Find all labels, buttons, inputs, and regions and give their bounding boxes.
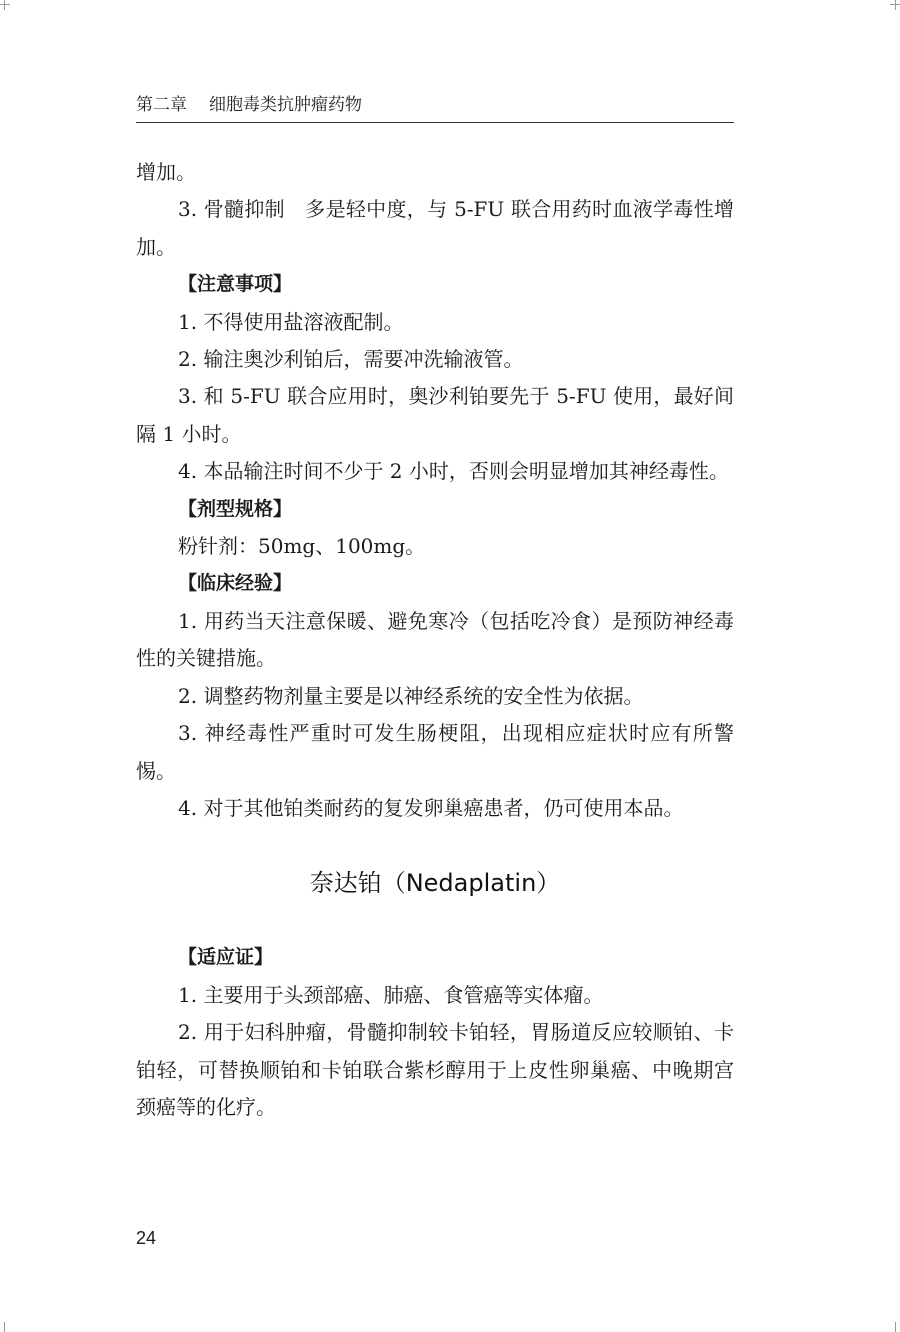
crop-mark-bottom-left <box>4 1322 5 1332</box>
crop-mark-top-right <box>895 0 896 10</box>
crop-mark-bottom-right <box>895 1322 896 1332</box>
indication-item: 1. 主要用于头颈部癌、肺癌、食管癌等实体瘤。 <box>178 982 604 1007</box>
chapter-title: 细胞毒类抗肿瘤药物 <box>209 95 362 115</box>
section-heading-precautions: 【注意事项】 <box>178 273 293 296</box>
clinical-item: 2. 调整药物剂量主要是以神经系统的安全性为依据。 <box>178 683 644 708</box>
drug-title: 奈达铂（Nedaplatin） <box>309 869 561 898</box>
precaution-item: 1. 不得使用盐溶液配制。 <box>178 309 404 334</box>
indication-item: 2. 用于妇科肿瘤，骨髓抑制较卡铂轻，胃肠道反应较顺铂、卡铂轻，可替换顺铂和卡铂联合紫杉醇用于上皮性卵巢癌、中晚期宫颈癌等的化疗。 <box>136 1020 734 1119</box>
clinical-item: 3. 神经毒性严重时可发生肠梗阻，出现相应症状时应有所警惕。 <box>136 721 734 783</box>
precaution-item: 4. 本品输注时间不少于 2 小时，否则会明显增加其神经毒性。 <box>178 459 729 484</box>
precaution-item: 2. 输注奥沙利铂后，需要冲洗输液管。 <box>178 347 524 372</box>
section-heading-indications: 【适应证】 <box>178 946 274 969</box>
clinical-item: 4. 对于其他铂类耐药的复发卵巢癌患者，仍可使用本品。 <box>178 795 684 820</box>
running-header <box>136 92 734 123</box>
crop-mark-top-right-h <box>890 4 900 5</box>
precaution-item: 3. 和 5-FU 联合应用时，奥沙利铂要先于 5-FU 使用，最好间隔 1 小时。 <box>136 384 734 446</box>
dosage-form-text: 粉针剂：50mg、100mg。 <box>178 534 426 559</box>
section-heading-dosage-form: 【剂型规格】 <box>178 497 293 520</box>
clinical-item: 1. 用药当天注意保暖、避免寒冷（包括吃冷食）是预防神经毒性的关键措施。 <box>136 608 734 671</box>
page-body <box>136 154 734 1126</box>
paragraph-continued: 增加。 <box>136 160 196 184</box>
crop-mark-top-left <box>4 0 5 10</box>
chapter-number: 第二章 <box>136 95 187 115</box>
section-heading-clinical: 【临床经验】 <box>178 572 293 595</box>
page-number: 24 <box>136 1228 157 1248</box>
paragraph-bone-marrow: 3. 骨髓抑制 多是轻中度，与 5-FU 联合用药时血液学毒性增加。 <box>136 197 734 259</box>
crop-mark-top-left-h <box>0 4 10 5</box>
